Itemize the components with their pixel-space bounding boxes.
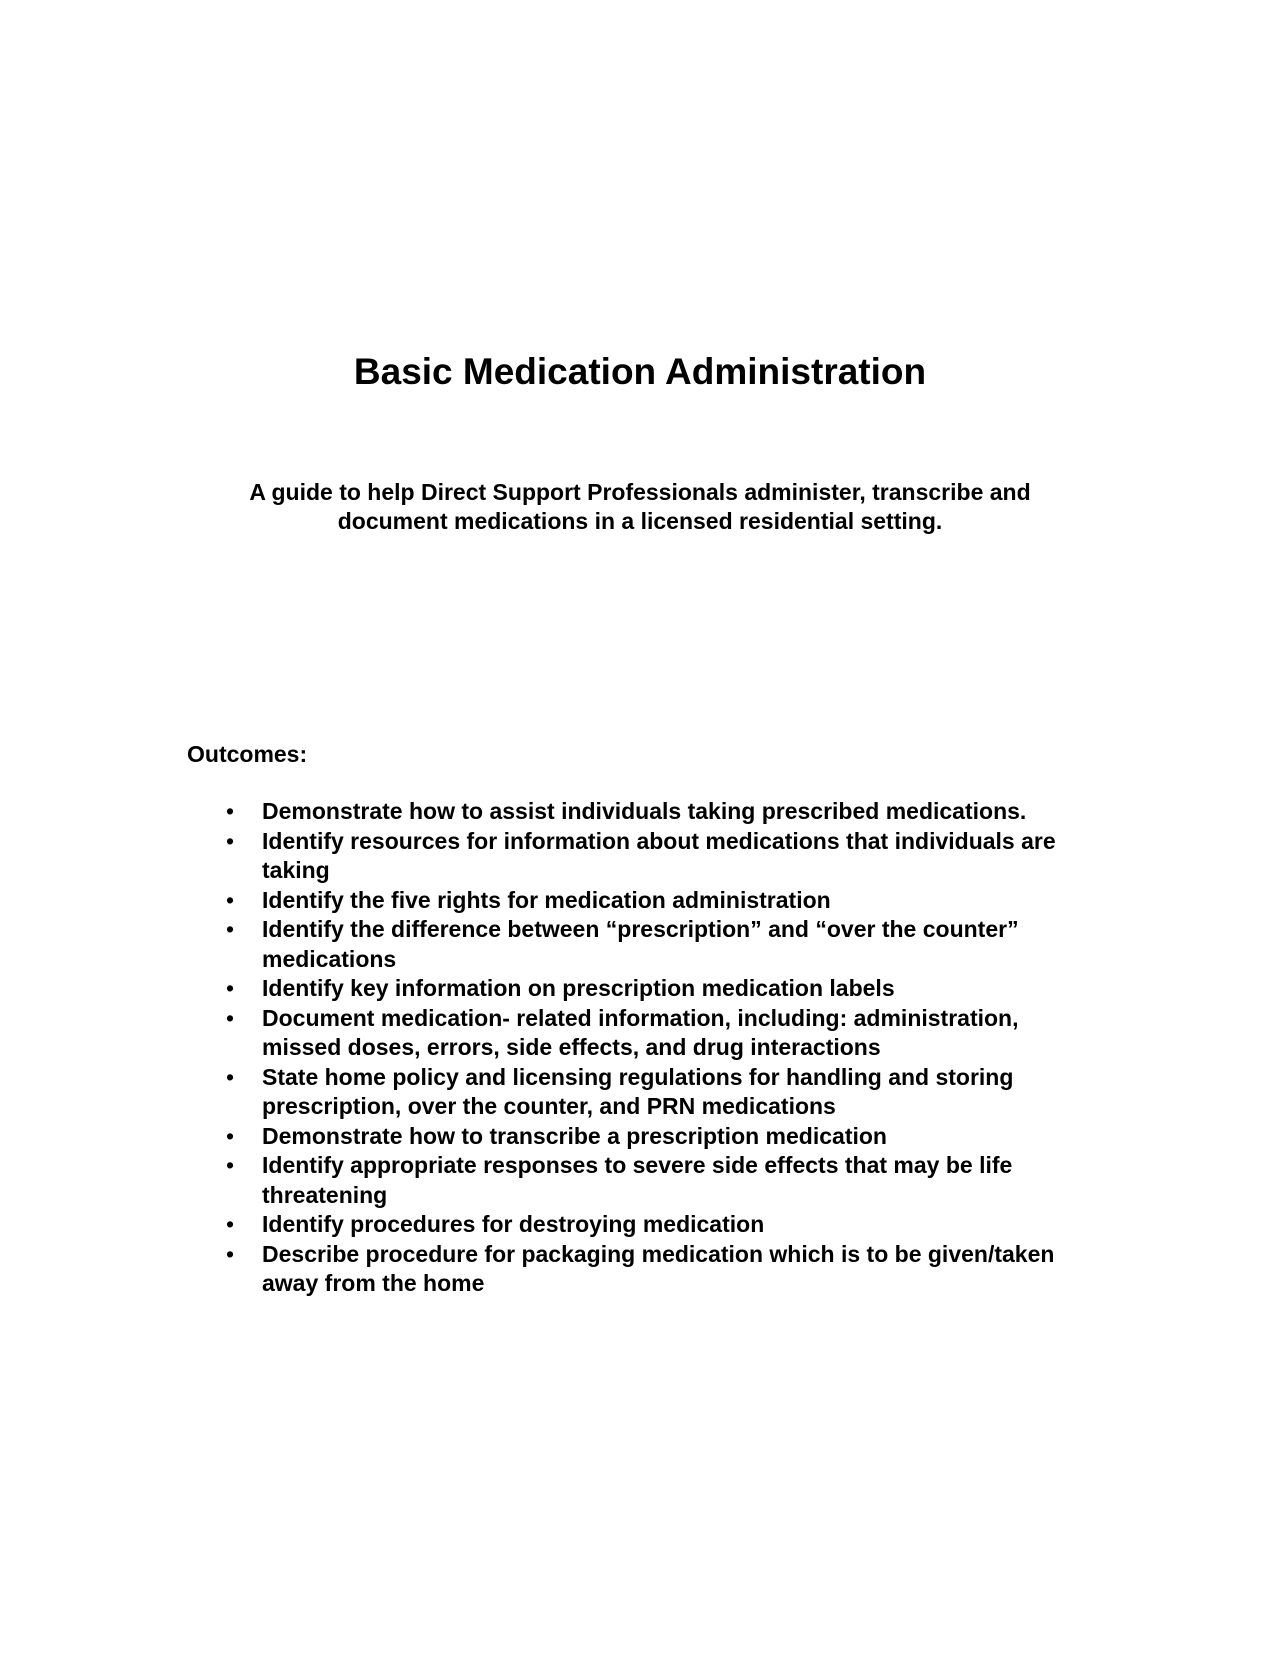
list-item-text: Document medication- related information, including: administration, missed doses, errors, side effects, and drug interactions: [262, 1004, 1019, 1060]
list-item: [222, 974, 1102, 1004]
bullet-icon: •: [226, 1240, 235, 1267]
outcomes-list: [222, 797, 1102, 1299]
list-item: [222, 827, 1102, 886]
list-item-text: Demonstrate how to assist individuals taking prescribed medications.: [262, 798, 1027, 824]
subtitle: [180, 478, 1100, 536]
bullet-icon: •: [226, 1211, 235, 1237]
bullet-icon: •: [226, 916, 235, 942]
list-item: [222, 797, 1102, 827]
bullet-icon: •: [226, 975, 235, 1001]
list-item: [222, 1240, 1102, 1299]
outcomes-heading: Outcomes:: [187, 741, 308, 767]
list-item: [222, 1004, 1102, 1063]
list-item-text: State home policy and licensing regulations for handling and storing prescription, over the counter, and PRN medications: [262, 1063, 1014, 1119]
list-item-text: Identify the five rights for medication administration: [262, 886, 831, 913]
bullet-icon: •: [226, 1122, 235, 1149]
bullet-icon: •: [226, 798, 235, 824]
list-item-text: Identify the difference between “prescription” and “over the counter” medications: [262, 916, 1019, 972]
list-item: [222, 1063, 1102, 1122]
list-item: [222, 1151, 1102, 1210]
list-item-text: Identify procedures for destroying medication: [262, 1211, 765, 1237]
bullet-icon: •: [226, 1152, 235, 1178]
bullet-icon: •: [226, 1063, 235, 1090]
subtitle-line: A guide to help Direct Support Professionals administer, transcribe and: [249, 479, 1031, 505]
list-item-text: Identify appropriate responses to severe side effects that may be life threatening: [262, 1152, 1013, 1208]
list-item-text: Identify key information on prescription medication labels: [262, 975, 895, 1001]
list-item-text: Demonstrate how to transcribe a prescription medication: [262, 1122, 887, 1149]
page-title: Basic Medication Administration: [353, 351, 927, 392]
subtitle-line: document medications in a licensed residential setting.: [337, 508, 943, 534]
bullet-icon: •: [226, 1004, 235, 1031]
list-item: [222, 886, 1102, 916]
list-item-text: Describe procedure for packaging medication which is to be given/taken away from the home: [262, 1240, 1055, 1296]
list-item: [222, 915, 1102, 974]
bullet-icon: •: [226, 827, 235, 854]
list-item: [222, 1210, 1102, 1240]
list-item-text: Identify resources for information about medications that individuals are taking: [262, 827, 1056, 883]
list-item: [222, 1122, 1102, 1152]
bullet-icon: •: [226, 886, 235, 913]
